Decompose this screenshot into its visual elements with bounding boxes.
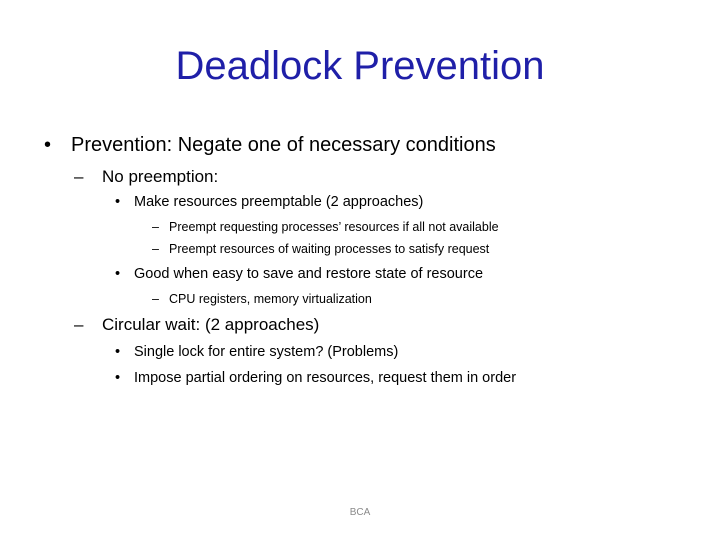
bullet-level3: Single lock for entire system? (Problems)	[134, 344, 399, 360]
bullet-level2: Circular wait: (2 approaches)	[102, 315, 320, 334]
bullet-dot-icon: •	[115, 344, 121, 360]
footer-label: BCA	[349, 507, 371, 518]
bullet-level4: Preempt requesting processes’ resources if all not available	[169, 220, 499, 234]
bullet-dash-icon: –	[74, 315, 84, 334]
bullet-dot-icon: •	[115, 194, 121, 210]
bullet-dot-icon: •	[44, 134, 52, 156]
bullet-level3: Impose partial ordering on resources, request them in order	[134, 370, 517, 386]
bullet-dash-icon: –	[152, 220, 159, 234]
bullet-dot-icon: •	[115, 370, 121, 386]
bullet-level2: No preemption:	[102, 167, 219, 186]
bullet-dash-icon: –	[152, 242, 159, 256]
bullet-level3: Make resources preemptable (2 approaches)	[134, 194, 424, 210]
slide-title: Deadlock Prevention	[175, 44, 545, 88]
bullet-dash-icon: –	[152, 292, 159, 306]
bullet-dot-icon: •	[115, 266, 121, 282]
bullet-level1: Prevention: Negate one of necessary conditions	[71, 134, 496, 156]
bullet-dash-icon: –	[74, 167, 84, 186]
bullet-level3: Good when easy to save and restore state of resource	[134, 266, 484, 282]
bullet-level4: Preempt resources of waiting processes to satisfy request	[169, 242, 490, 256]
bullet-level4: CPU registers, memory virtualization	[169, 292, 372, 306]
